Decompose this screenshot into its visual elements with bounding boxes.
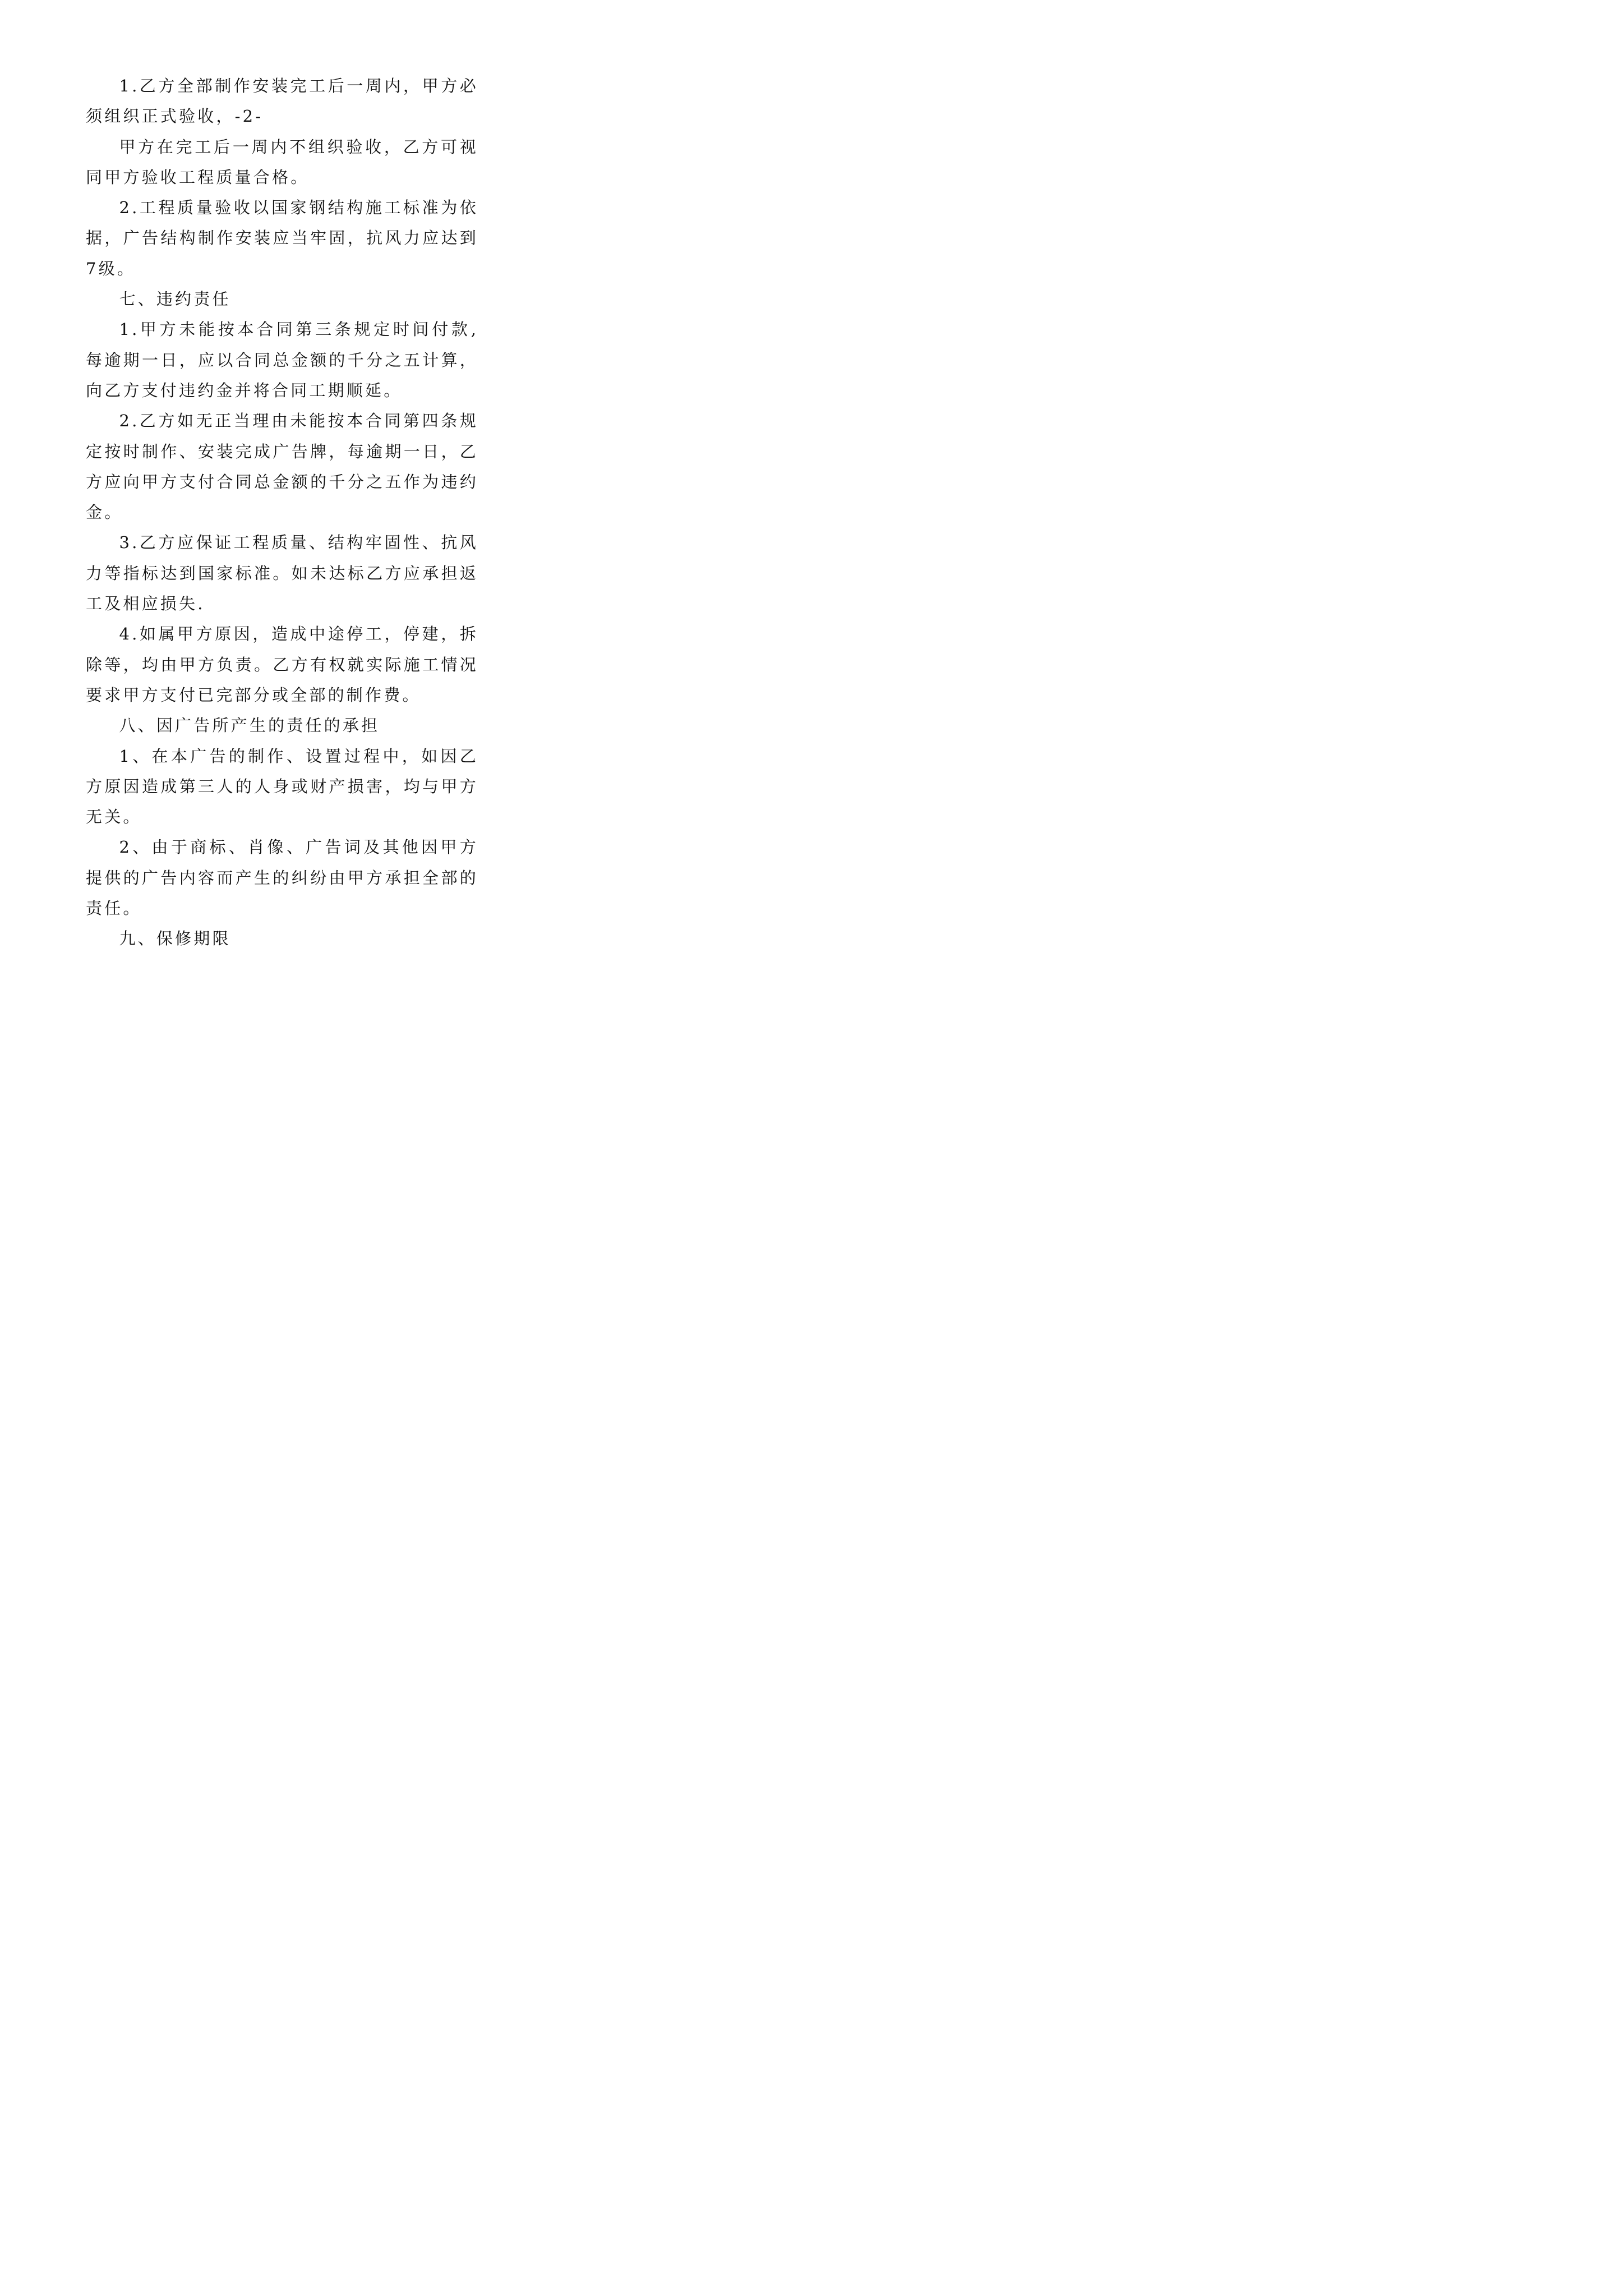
document-page [0,0,561,949]
paragraph-breach-2: 2.乙方如无正当理由未能按本合同第四条规定按时制作、安装完成广告牌，每逾期一日，乙方应向甲方支付合同总金额的千分之五作为违约金。 [86,411,478,522]
paragraph-acceptance-deemed: 甲方在完工后一周内不组织验收，乙方可视同甲方验收工程质量合格。 [86,137,478,187]
paragraph-acceptance-1: 1.乙方全部制作安装完工后一周内，甲方必须组织正式验收，-2- [86,76,478,126]
section-9-heading: 九、保修期限 [119,929,231,949]
paragraph-liability-1: 1、在本广告的制作、设置过程中，如因乙方原因造成第三人的人身或财产损害，均与甲方无关。 [86,746,478,827]
paragraph-breach-4: 4.如属甲方原因，造成中途停工，停建，拆除等，均由甲方负责。乙方有权就实际施工情况要求甲方支付已完部分或全部的制作费。 [86,624,478,705]
paragraph-acceptance-2: 2.工程质量验收以国家钢结构施工标准为依据，广告结构制作安装应当牢固，抗风力应达到7级。 [86,198,478,278]
section-7-heading: 七、违约责任 [119,289,231,309]
paragraph-breach-3: 3.乙方应保证工程质量、结构牢固性、抗风力等指标达到国家标准。如未达标乙方应承担返工及相应损失. [86,533,478,614]
paragraph-breach-1: 1.甲方未能按本合同第三条规定时间付款,每逾期一日，应以合同总金额的千分之五计算，向乙方支付违约金并将合同工期顺延。 [86,320,478,400]
paragraph-liability-2: 2、由于商标、肖像、广告词及其他因甲方提供的广告内容而产生的纠纷由甲方承担全部的责任。 [86,838,478,918]
section-8-heading: 八、因广告所产生的责任的承担 [119,716,380,735]
document-body [86,71,478,954]
